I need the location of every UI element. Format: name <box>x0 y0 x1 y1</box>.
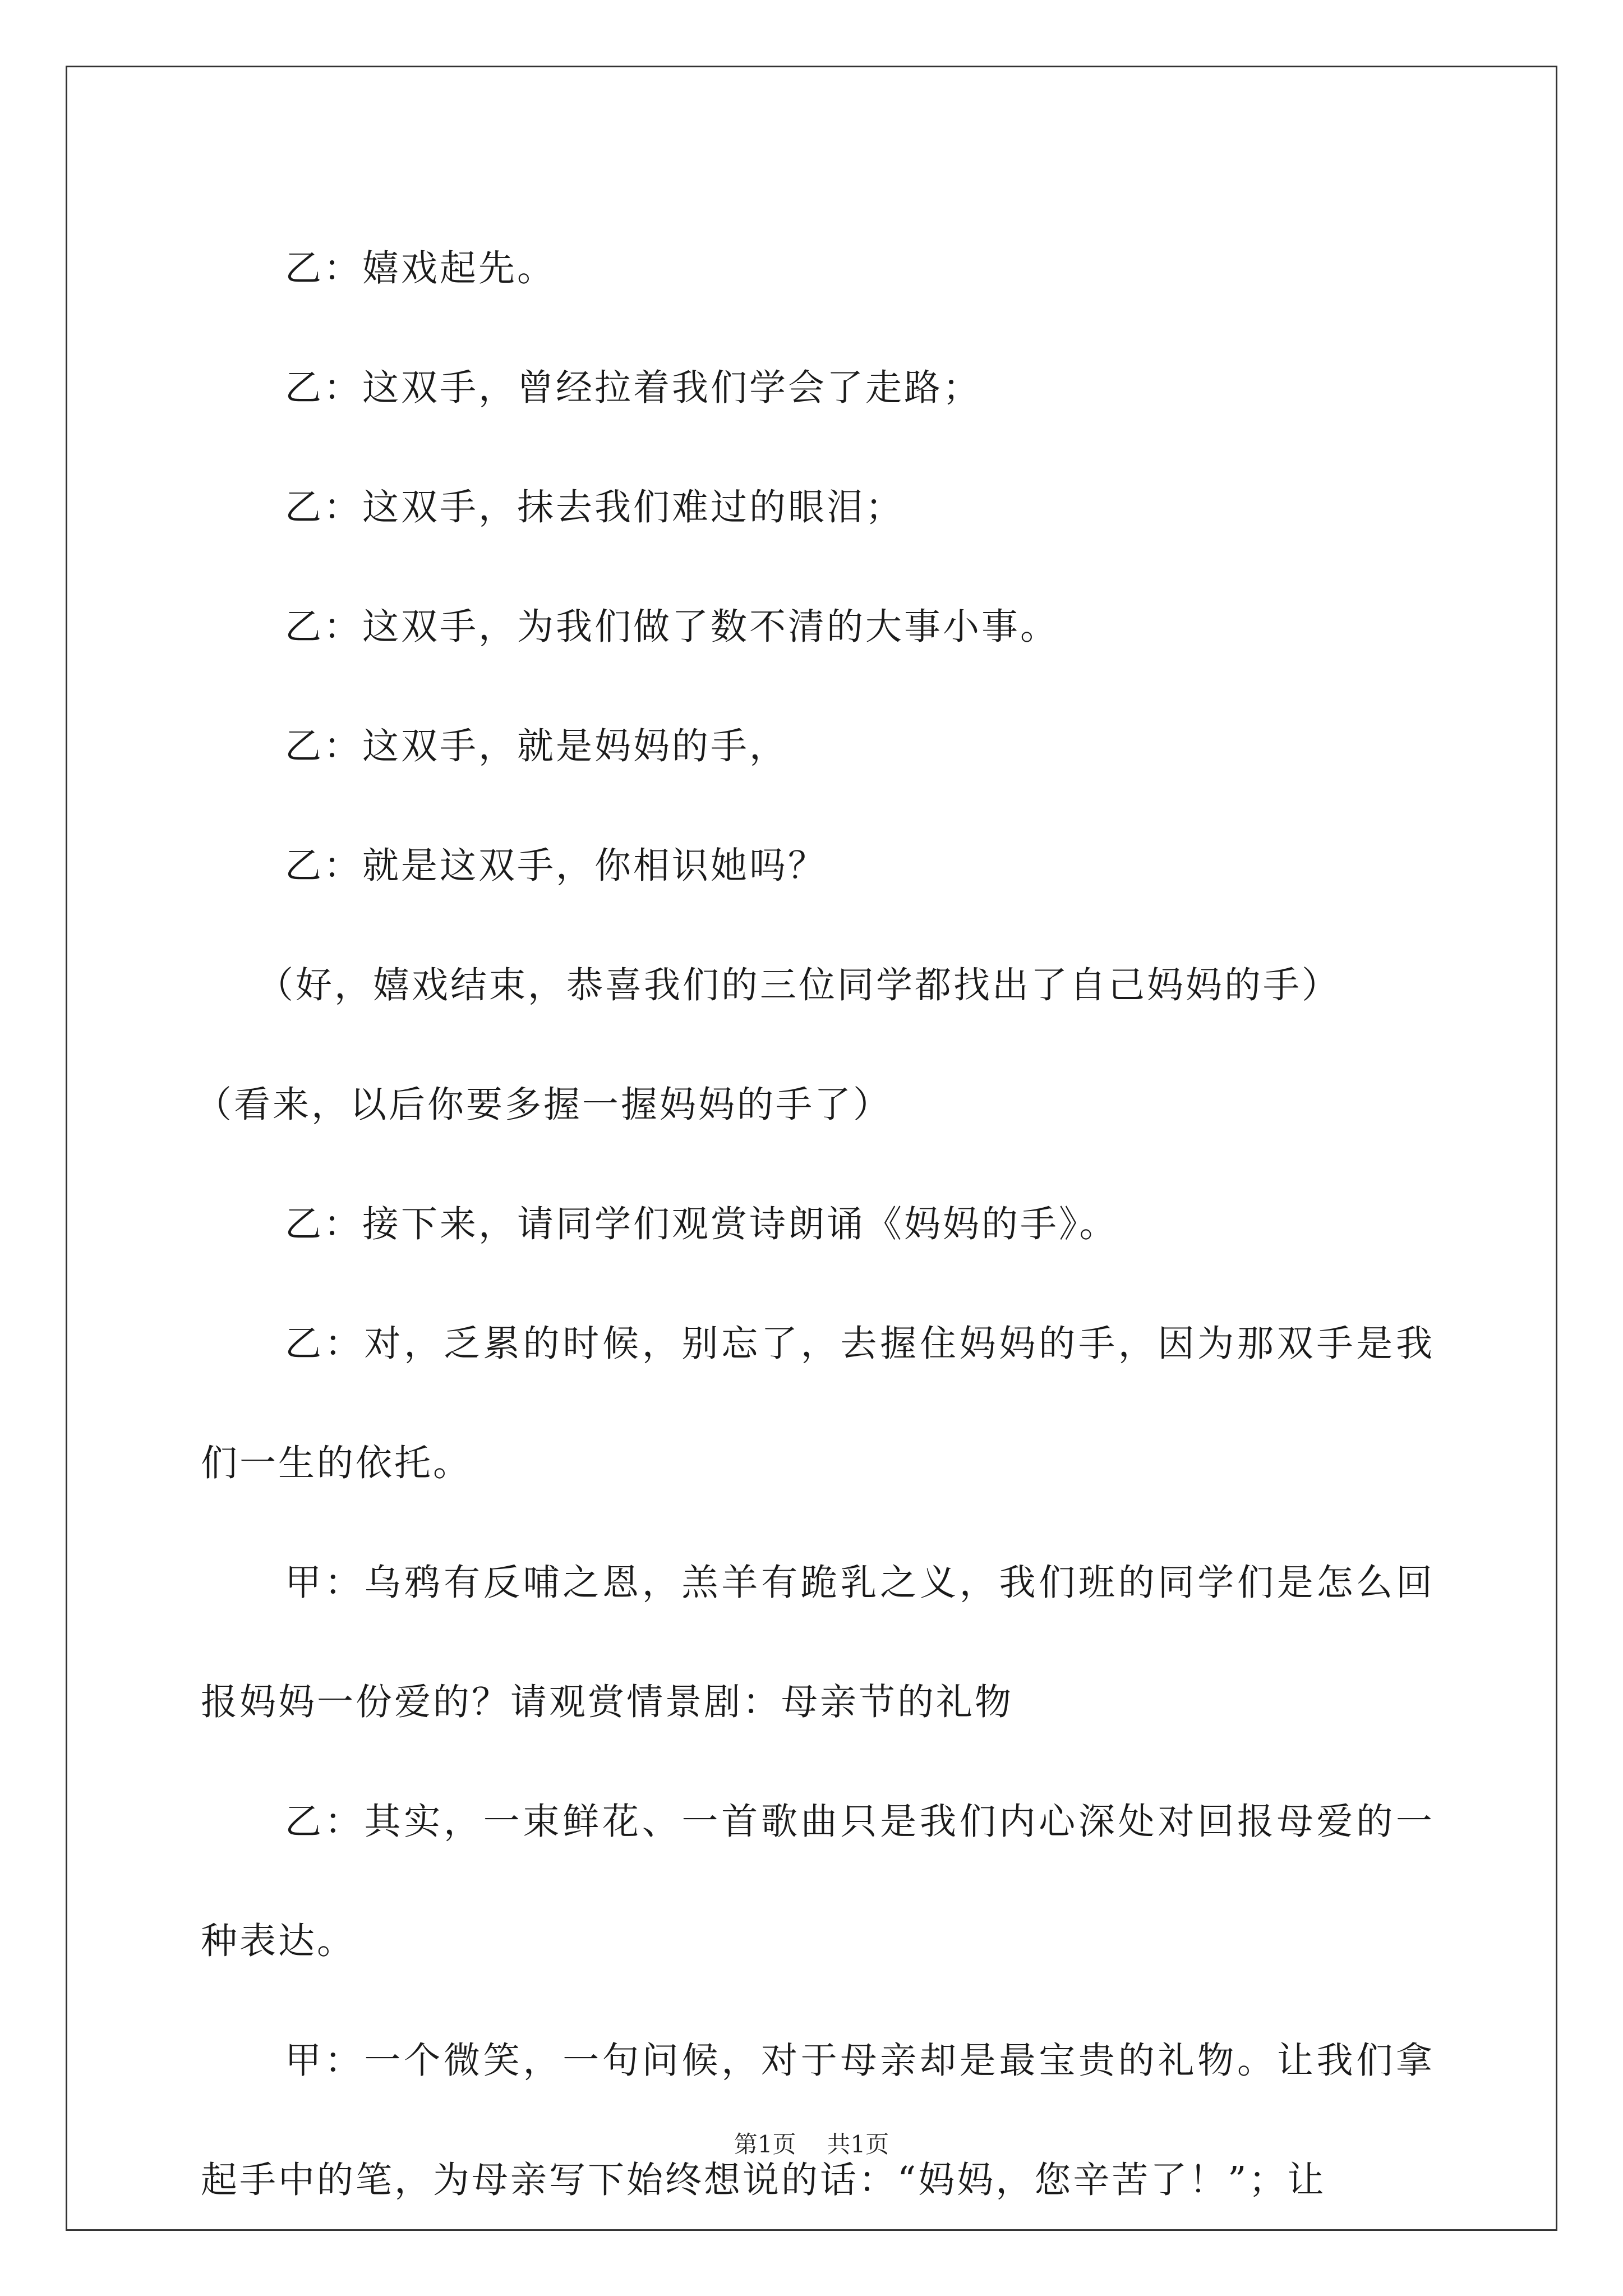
paragraph: 乙：对，乏累的时候，别忘了，去握住妈妈的手，因为那双手是我们一生的依托。 <box>201 1323 1435 1484</box>
paragraph: 乙：这双手，抹去我们难过的眼泪； <box>285 486 905 528</box>
paragraph: （看来，以后你要多握一握妈妈的手了） <box>195 1084 892 1126</box>
page-number: 第1页 <box>734 2131 796 2158</box>
paragraph: 甲：一个微笑，一句问候，对于母亲却是最宝贵的礼物。让我们拿起手中的笔，为母亲写下始终想说的话：“妈妈，您辛苦了！”；让 <box>201 2040 1435 2201</box>
page-footer <box>0 2126 1623 2160</box>
paragraph: 乙：这双手，为我们做了数不清的大事小事。 <box>285 606 1059 648</box>
paragraph: 乙：这双手，曾经拉着我们学会了走路； <box>285 367 982 409</box>
paragraph: 乙：就是这双手，你相识她吗？ <box>285 845 827 887</box>
document-body <box>195 209 1435 2240</box>
paragraph: 甲：乌鸦有反哺之恩，羔羊有跪乳之义，我们班的同学们是怎么回报妈妈一份爱的？请观赏情景剧：母亲节的礼物 <box>201 1562 1435 1723</box>
paragraph: 乙：这双手，就是妈妈的手， <box>285 725 789 767</box>
paragraph: 乙：其实，一束鲜花、一首歌曲只是我们内心深处对回报母爱的一种表达。 <box>201 1801 1435 1962</box>
paragraph: 乙：接下来，请同学们观赏诗朗诵《妈妈的手》。 <box>285 1203 1118 1245</box>
paragraph: 乙：嬉戏起先。 <box>285 247 556 289</box>
paragraph: （好，嬉戏结束，恭喜我们的三位同学都找出了自己妈妈的手） <box>257 964 1341 1006</box>
page-total: 共1页 <box>827 2131 889 2158</box>
